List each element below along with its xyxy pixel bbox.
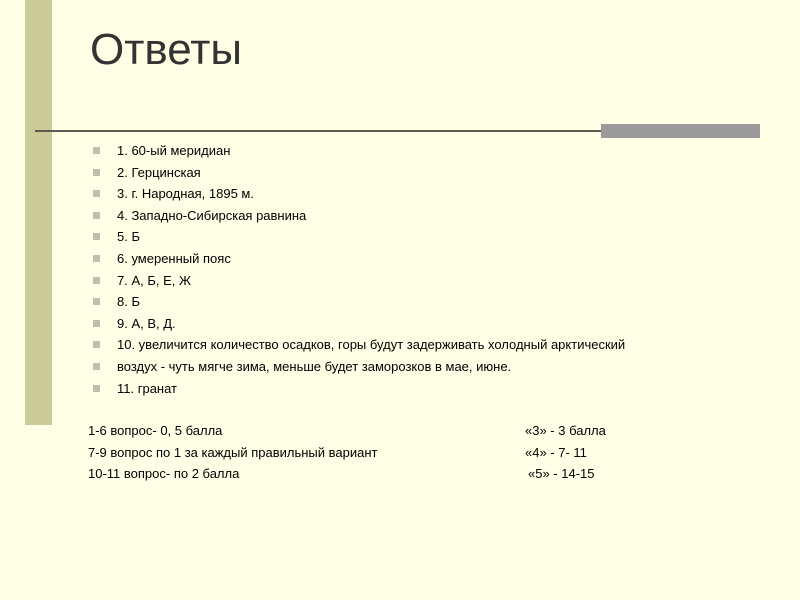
square-bullet-icon [93, 363, 100, 370]
square-bullet-icon [93, 147, 100, 154]
answer-text: 11. гранат [117, 380, 177, 396]
grading-criteria [88, 420, 648, 485]
answer-item [93, 140, 625, 162]
answer-text: 3. г. Народная, 1895 м. [117, 186, 254, 202]
grade-threshold: «4» - 7- 11 [525, 444, 587, 460]
answer-text: 4. Западно-Сибирская равнина [117, 207, 307, 223]
answer-item [93, 356, 625, 378]
square-bullet-icon [93, 255, 100, 262]
answer-item [93, 313, 625, 335]
grading-row [88, 463, 648, 485]
title-divider-line [35, 130, 601, 132]
square-bullet-icon [93, 277, 100, 284]
answer-text: 1. 60-ый меридиан [117, 143, 231, 158]
question-points: 1-6 вопрос- 0, 5 балла [88, 423, 223, 438]
answer-item [93, 270, 625, 292]
answer-text: воздух - чуть мягче зима, меньше будет заморозков в мае, июне. [117, 358, 512, 374]
square-bullet-icon [93, 190, 100, 197]
square-bullet-icon [93, 320, 100, 327]
answer-text: 7. А, Б, Е, Ж [117, 272, 192, 288]
square-bullet-icon [93, 298, 100, 305]
question-points: 10-11 вопрос- по 2 балла [88, 466, 240, 482]
question-points: 7-9 вопрос по 1 за каждый правильный вариант [88, 444, 378, 460]
answer-text: 2. Герцинская [117, 164, 201, 180]
answer-text: 9. А, В, Д. [117, 315, 176, 331]
square-bullet-icon [93, 385, 100, 392]
answer-item [93, 162, 625, 184]
square-bullet-icon [93, 233, 100, 240]
square-bullet-icon [93, 212, 100, 219]
answer-text: 8. Б [117, 294, 140, 310]
grading-row [88, 420, 648, 442]
grade-threshold: «5» - 14-15 [528, 466, 595, 482]
grading-row [88, 442, 648, 464]
answer-item [93, 183, 625, 205]
square-bullet-icon [93, 169, 100, 176]
title-divider-accent [601, 124, 760, 138]
answer-item [93, 334, 625, 356]
answer-item [93, 205, 625, 227]
answers-list [93, 140, 625, 399]
answer-text: 6. умеренный пояс [117, 250, 231, 266]
left-decorative-bar [25, 0, 52, 425]
answer-text: 10. увеличится количество осадков, горы будут задерживать холодный арктический [117, 337, 626, 353]
grade-threshold: «3» - 3 балла [525, 423, 606, 438]
slide-title: Ответы [90, 25, 243, 74]
answer-text: 5. Б [117, 229, 140, 245]
answer-item [93, 291, 625, 313]
answer-item [93, 226, 625, 248]
answer-item [93, 248, 625, 270]
square-bullet-icon [93, 341, 100, 348]
answer-item [93, 378, 625, 400]
